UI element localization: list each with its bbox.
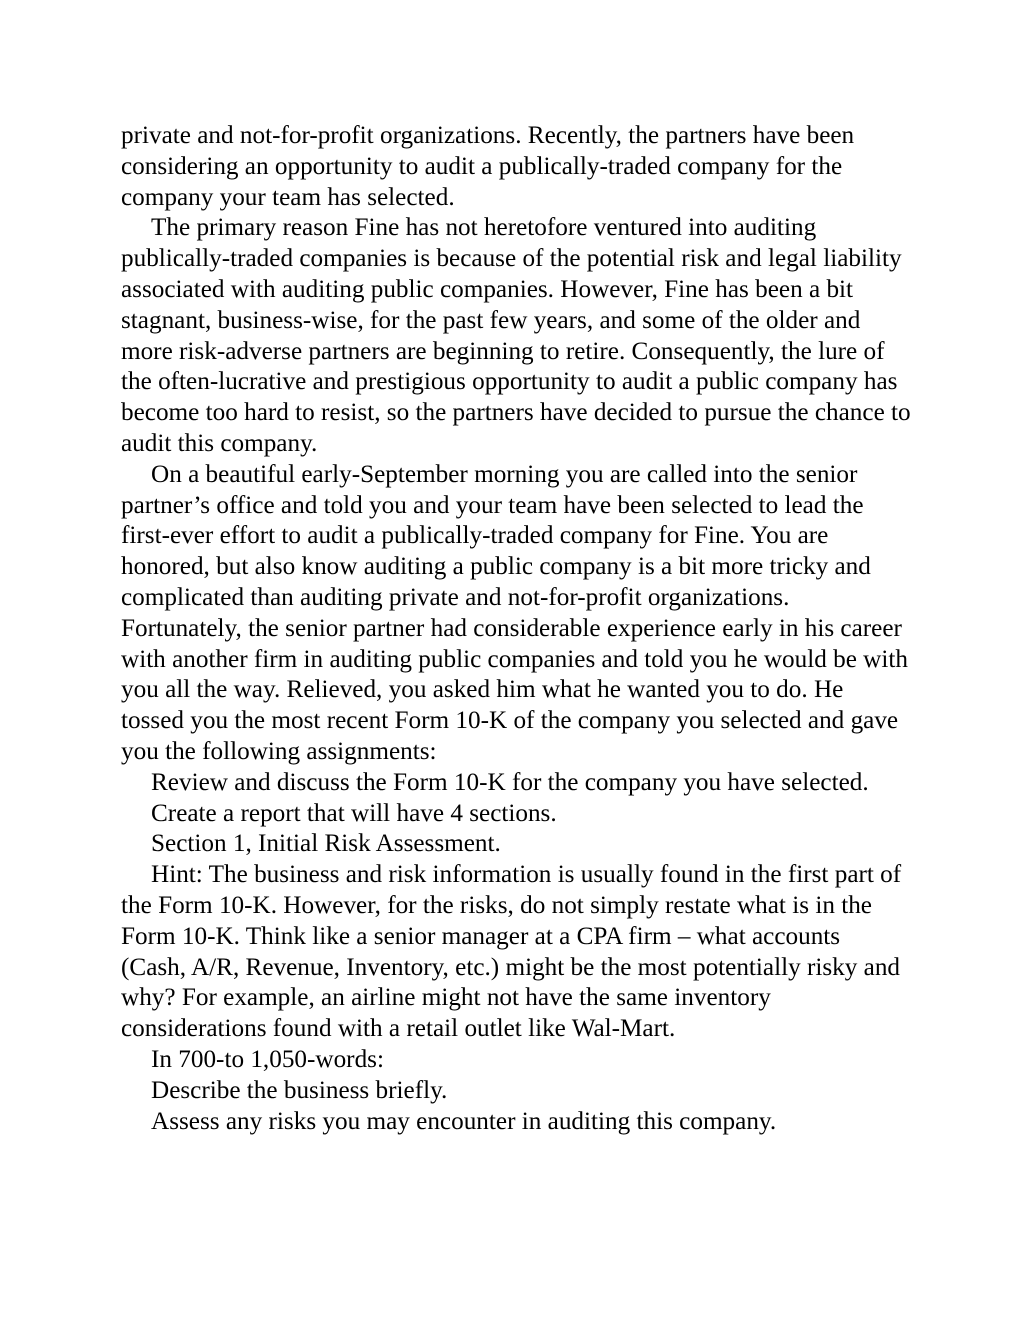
paragraph-assess-risks: Assess any risks you may encounter in auditing this company. [151, 1107, 777, 1135]
paragraph-describe-business: Describe the business briefly. [151, 1076, 448, 1104]
paragraph-primary-reason: The primary reason Fine has not heretofore ventured into auditing publically-traded companies is because of the potential risk and legal liability associated with auditing public companies. However, Fine has been a bit stagnant, business-wise, for the past few years, and some of the older and more risk-adverse partners are beginning to retire. Consequently, the lure of the often-lucrative and prestigious opportunity to audit a public company has become too hard to resist, so the partners have decided to pursue the chance to audit this company. [121, 214, 911, 457]
document-body [121, 121, 911, 1137]
paragraph-hint: Hint: The business and risk information is usually found in the first part of the Form 10-K. However, for the risks, do not simply restate what is in the Form 10-K. Think like a senior manager at a CPA firm – what accounts (Cash, A/R, Revenue, Inventory, etc.) might be the most potentially risky and why? For example, an airline might not have the same inventory considerations found with a retail outlet like Wal-Mart. [121, 861, 902, 1043]
paragraph-word-count: In 700-to 1,050-words: [151, 1045, 384, 1073]
paragraph-section-1: Section 1, Initial Risk Assessment. [151, 830, 501, 858]
paragraph-intro-continuation: private and not-for-profit organizations. Recently, the partners have been considering an opportunity to audit a publically-traded company for the company your team has selected. [121, 122, 855, 211]
paragraph-senior-partner: On a beautiful early-September morning you are called into the senior partner’s office and told you and your team have been selected to lead the first-ever effort to audit a publically-traded company for Fine. You are honored, but also know auditing a public company is a bit more tricky and complicated than auditing private and not-for-profit organizations. Fortunately, the senior partner had considerable experience early in his career with another firm in auditing public companies and told you he would be with you all the way. Relieved, you asked him what he wanted you to do. He tossed you the most recent Form 10-K of the company you selected and gave you the following assignments: [121, 460, 908, 765]
paragraph-review-10k: Review and discuss the Form 10-K for the company you have selected. [151, 768, 869, 796]
paragraph-create-report: Create a report that will have 4 sections. [151, 799, 557, 827]
